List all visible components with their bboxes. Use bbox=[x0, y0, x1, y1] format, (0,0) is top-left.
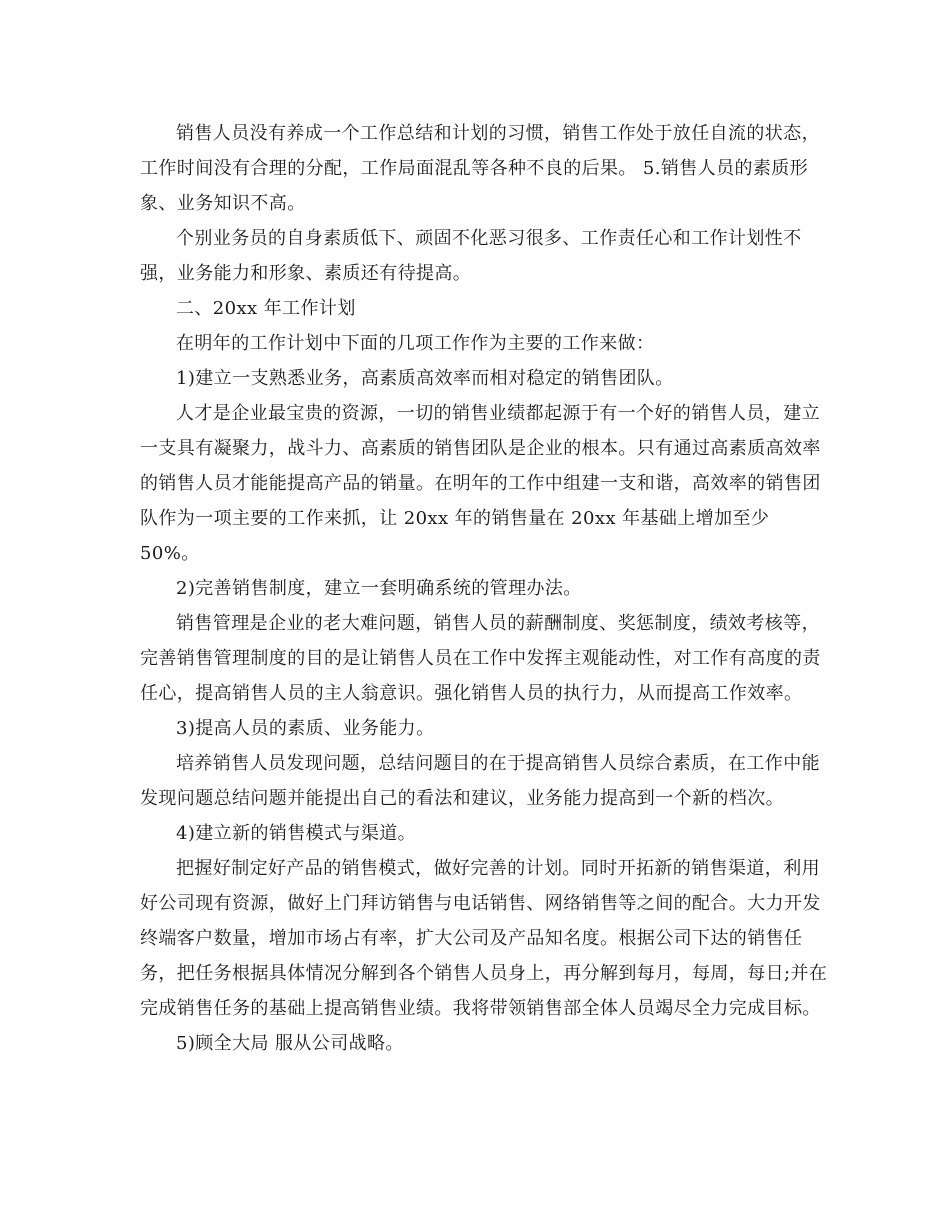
plan-item-4-heading: 4)建立新的销售模式与渠道。 bbox=[176, 823, 417, 844]
plan-item-2-body: 销售管理是企业的老大难问题，销售人员的薪酬制度、奖惩制度，绩效考核等，完善销售管理制度的目的是让销售人员在工作中发挥主观能动性，对工作有高度的责任心，提高销售人员的主人翁意识。强化销售人员的执行力，从而提高工作效率。 bbox=[140, 613, 821, 704]
plan-item-1-heading: 1)建立一支熟悉业务，高素质高效率而相对稳定的销售团队。 bbox=[176, 368, 674, 389]
plan-item-1-body: 人才是企业最宝贵的资源，一切的销售业绩都起源于有一个好的销售人员，建立一支具有凝聚力，战斗力、高素质的销售团队是企业的根本。只有通过高素质高效率的销售人员才能能提高产品的销量。在明年的工作中组建一支和谐，高效率的销售团队作为一项主要的工作来抓，让 20xx 年的销售量在 20xx 年基础上增加至少 50%。 bbox=[140, 403, 821, 564]
paragraph-plan-intro: 在明年的工作计划中下面的几项工作作为主要的工作来做： bbox=[176, 333, 655, 354]
document-body bbox=[140, 116, 830, 1061]
plan-item-3-body: 培养销售人员发现问题，总结问题目的在于提高销售人员综合素质，在工作中能发现问题总结问题并能提出自己的看法和建议，业务能力提高到一个新的档次。 bbox=[140, 753, 820, 809]
paragraph-summary-habits: 销售人员没有养成一个工作总结和计划的习惯，销售工作处于放任自流的状态，工作时间没有合理的分配，工作局面混乱等各种不良的后果。 5.销售人员的素质形象、业务知识不高。 bbox=[140, 123, 820, 214]
plan-item-4-body: 把握好制定好产品的销售模式，做好完善的计划。同时开拓新的销售渠道，利用好公司现有资源，做好上门拜访销售与电话销售、网络销售等之间的配合。大力开发终端客户数量，增加市场占有率，扩大公司及产品知名度。根据公司下达的销售任务，把任务根据具体情况分解到各个销售人员身上，再分解到每月，每周，每日;并在完成销售任务的基础上提高销售业绩。我将带领销售部全体人员竭尽全力完成目标。 bbox=[140, 858, 828, 1019]
plan-item-5-heading: 5)顾全大局 服从公司战略。 bbox=[176, 1033, 404, 1054]
plan-item-2-heading: 2)完善销售制度，建立一套明确系统的管理办法。 bbox=[176, 578, 582, 599]
plan-item-3-heading: 3)提高人员的素质、业务能力。 bbox=[176, 718, 435, 739]
paragraph-staff-quality: 个别业务员的自身素质低下、顽固不化恶习很多、工作责任心和工作计划性不强，业务能力和形象、素质还有待提高。 bbox=[140, 228, 802, 284]
section-heading-work-plan: 二、20xx 年工作计划 bbox=[176, 298, 356, 319]
